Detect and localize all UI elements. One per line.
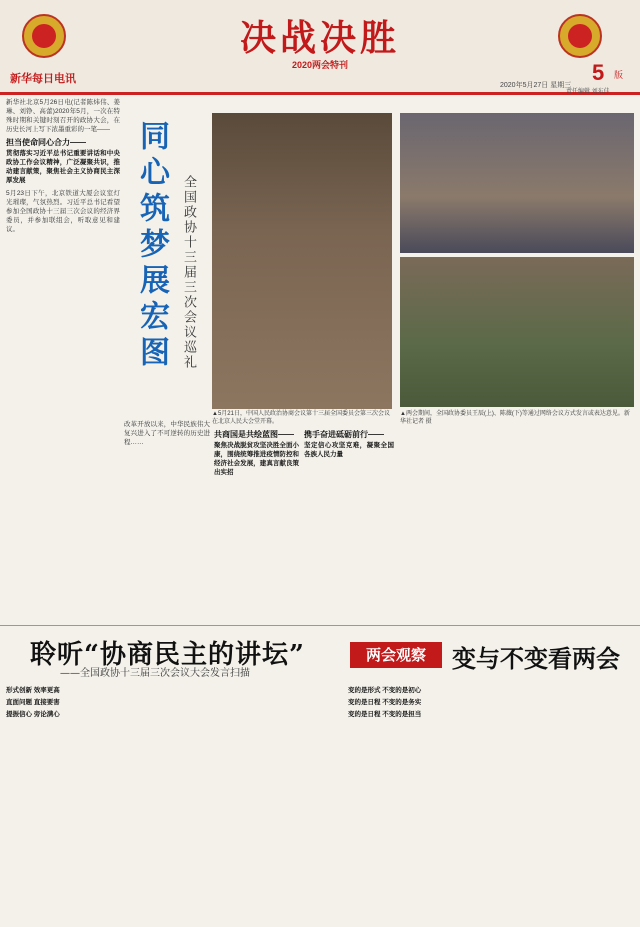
body-paragraph: 改革开放以来，中华民族伟大复兴进入了不可逆转的历史进程…… — [124, 421, 210, 446]
national-emblem-icon — [22, 14, 66, 58]
photo-member-speaking-top — [400, 113, 634, 253]
section-heading: 共商国是共绘蓝图—— — [214, 430, 294, 439]
page-number: 5 — [592, 60, 605, 85]
bottom-right-headline: 变与不变看两会 — [452, 644, 620, 673]
section-deck: 聚焦决战脱贫攻坚决胜全面小康，围绕统筹推进疫情防控和经济社会发展，建真言献良策出实招 — [214, 442, 299, 476]
subsection-heading: 变的是日程 不变的是务实 — [348, 699, 422, 706]
body-paragraph: 5月23日下午，北京铁道大厦会议室灯光璀璨，气氛热烈。习近平总书记看望参加全国政协十三届三次会议的经济界委员，并参加联组会，听取意见和建议。 — [6, 190, 120, 233]
photo-plenary-session — [212, 113, 392, 409]
subsection-heading: 直面问题 直接要害 — [6, 699, 60, 706]
subsection-heading: 提振信心 旁论满心 — [6, 711, 60, 718]
bottom-right-article — [348, 686, 636, 922]
section-deck: 坚定信心攻坚克难，凝聚全国各族人民力量 — [304, 442, 394, 458]
special-issue-label: 2020两会特刊 — [291, 60, 349, 70]
article-column-3 — [214, 430, 299, 623]
section-deck: 贯彻落实习近平总书记重要讲话和中央政协工作会议精神，广泛凝聚共识，推动建言献策，聚焦社会主义协商民主深厚发展 — [6, 150, 120, 184]
column-divider — [0, 625, 640, 626]
page-label: 版 — [614, 70, 624, 80]
editor-credit: 责任编辑 刘东佳 — [566, 89, 610, 95]
dateline: 2020年5月27日 星期三 — [500, 82, 572, 89]
subsection-heading: 变的是日程 不变的是担当 — [348, 711, 422, 718]
subsection-heading: 形式创新 效率更高 — [6, 687, 60, 694]
masthead-title: 决战决胜 — [239, 17, 400, 59]
bottom-left-headline: 聆听“协商民主的讲坛” — [30, 640, 305, 670]
feature-subtitle: 全国政协十三届三次会议巡礼 — [181, 175, 196, 370]
bottom-left-article — [6, 686, 334, 922]
lead-paragraph: 新华社北京5月26日电(记者陈炜伟、姜琳、刘铮、高蕾)2020年5月，一次在特殊时期和关键时刻召开的政协大会，在历史长河上写下浓墨重彩的一笔—— — [6, 99, 120, 133]
section-heading: 担当使命同心合力—— — [6, 138, 86, 147]
article-column-2 — [124, 420, 210, 623]
article-column-4 — [304, 430, 394, 623]
cppcc-emblem-icon — [558, 14, 602, 58]
newspaper-name: 新华每日电讯 — [10, 73, 76, 85]
photo-caption-right: ▲两会期间，全国政协委员王辰(上)、陈薇(下)等通过网络会议方式发言或表达意见。新华社记者 摄 — [400, 411, 630, 425]
article-column-1 — [6, 98, 120, 623]
bottom-left-subhead: ——全国政协十三届三次会议大会发言扫描 — [60, 668, 250, 679]
photo-caption-left: ▲5月21日，中国人民政治协商会议第十三届全国委员会第三次会议在北京人民大会堂开幕。 — [212, 411, 390, 425]
two-sessions-badge: 两会观察 — [350, 642, 442, 668]
feature-title: 同心筑梦展宏图 — [134, 120, 169, 372]
photo-member-speaking-bottom — [400, 257, 634, 407]
subsection-heading: 变的是形式 不变的是初心 — [348, 687, 422, 694]
section-heading: 携手奋进砥砺前行—— — [304, 430, 384, 439]
